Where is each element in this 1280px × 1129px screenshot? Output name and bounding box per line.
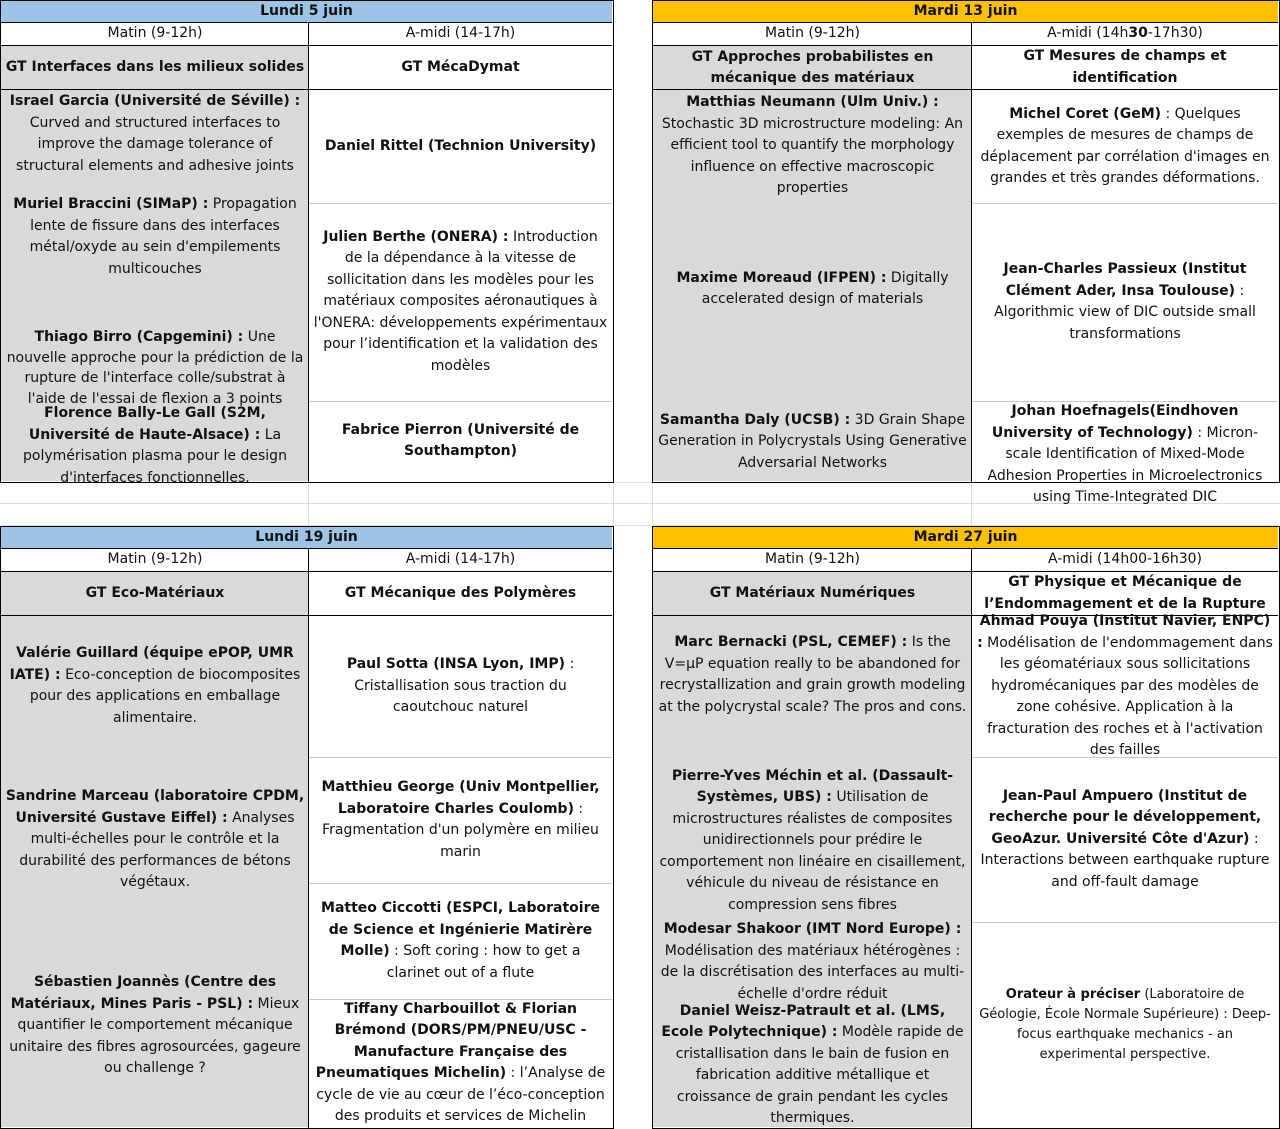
talk-item xyxy=(972,90,1278,203)
talk-item xyxy=(309,203,612,401)
gt-morning xyxy=(653,572,972,616)
day-header xyxy=(1,1,612,23)
column-divider xyxy=(971,549,972,1128)
gt-afternoon-text: GT Physique et Mécanique de l’Endommagement et de la Rupture xyxy=(984,574,1266,612)
talk-item xyxy=(653,267,972,311)
talk-item xyxy=(653,631,972,719)
day-title: Lundi 5 juin xyxy=(260,2,353,19)
talk-title: : Micron-scale Identification of Mixed-Mode Adhesion Properties in Microelectronics using Time-Integrated DIC xyxy=(987,424,1263,505)
talk-title: Modélisation des matériaux hétérogènes : de la discrétisation des interfaces au multi-échelle d'ordre réduit xyxy=(660,942,965,1002)
talk-title: Curved and structured interfaces to improve the damage tolerance of structural elements and adhesive joints xyxy=(16,114,294,174)
talk-item xyxy=(1,645,309,726)
schedule-block-lundi-19-juin xyxy=(0,526,614,1129)
morning-label xyxy=(653,23,972,46)
talk-item xyxy=(309,757,612,883)
gt-afternoon-text: GT Mécanique des Polymères xyxy=(344,584,577,601)
talk-title: Modélisation de l'endommagement dans les géomatériaux sous sollicitations hydromécaniques par des modèles de zone cohésive. Application à la fracturation des roches et à l'activation des failles xyxy=(982,634,1273,759)
talk-speaker: Michel Coret (GeM) xyxy=(1009,105,1162,122)
morning-label-text: Matin (9-12h) xyxy=(765,25,860,42)
talk-item xyxy=(972,922,1278,1127)
gt-morning xyxy=(653,46,972,90)
talk-title: Propagation lente de fissure dans des interfaces métal/oxyde au sein d'empilements multicouches xyxy=(29,196,297,277)
talk-item xyxy=(972,203,1278,401)
talk-speaker: Israel Garcia (Université de Séville) : xyxy=(9,93,301,109)
gt-morning xyxy=(1,46,309,90)
talk-speaker: Sandrine Marceau (laboratoire CPDM, Université Gustave Eiffel) : xyxy=(5,788,305,826)
talk-speaker: Marc Bernacki (PSL, CEMEF) : xyxy=(674,634,908,650)
talk-speaker: Maxime Moreaud (IFPEN) : xyxy=(676,269,887,286)
talk-title: 3D Grain Shape Generation in Polycrystals Using Generative Adversarial Networks xyxy=(658,411,967,471)
talk-title: Une nouvelle approche pour la prédiction de la rupture de l'interface colle/substrat à l'aide de l'essai de flexion a 3 points xyxy=(6,329,304,407)
talk-speaker: Pierre-Yves Méchin et al. (Dassault-Systèmes, UBS) : xyxy=(671,767,954,806)
talk-title: Introduction de la dépendance à la vitesse de sollicitation dans les modèles pour les matériaux composites aéronautiques à l'ONERA: développements expérimentaux pour l’identification et la validation des modèles xyxy=(313,228,608,374)
talk-item xyxy=(309,401,612,481)
talk-speaker: Thiago Birro (Capgemini) : xyxy=(34,329,244,345)
afternoon-label xyxy=(309,23,612,46)
schedule-block-mardi-27-juin xyxy=(652,526,1280,1129)
day-header xyxy=(1,527,612,549)
afternoon-label-text: A-midi (14-17h) xyxy=(405,25,516,42)
afternoon-label-text: A-midi (14h00-16h30) xyxy=(1047,551,1203,568)
talk-item xyxy=(972,613,1278,759)
talk-item xyxy=(653,918,972,1006)
afternoon-label xyxy=(972,549,1278,572)
talk-speaker: Ahmad Pouya (Institut Navier, ENPC) : xyxy=(977,613,1271,651)
talk-item xyxy=(972,757,1278,922)
talk-item xyxy=(309,999,612,1127)
morning-label xyxy=(1,549,309,572)
talk-speaker: Modesar Shakoor (IMT Nord Europe) : xyxy=(663,921,962,937)
day-title: Mardi 27 juin xyxy=(913,528,1018,545)
talk-speaker: Orateur à préciser xyxy=(1005,986,1141,1002)
talk-title: (Laboratoire de Géologie, École Normale Supérieure) : Deep-focus earthquake mechanics - an experimental perspective. xyxy=(979,986,1271,1062)
talk-speaker: Jean-Paul Ampuero (Institut de recherche pour le développement, GeoAzur. Université Côte d'Azur) xyxy=(988,787,1262,847)
talk-title: : Algorithmic view of DIC outside small transformations xyxy=(994,282,1256,342)
talk-item xyxy=(1,974,309,1077)
talk-item xyxy=(1,196,309,277)
morning-label xyxy=(1,23,309,46)
talk-speaker: Florence Bally-Le Gall (S2M, Université de Haute-Alsace) : xyxy=(28,405,266,443)
column-divider xyxy=(971,23,972,482)
talk-speaker: Matteo Ciccotti (ESPCI, Laboratoire de Science et Ingénierie Matirère Molle) xyxy=(321,900,600,959)
gt-afternoon-text: GT Mesures de champs et identification xyxy=(1023,48,1227,86)
talk-item xyxy=(1,788,309,891)
talk-title: Stochastic 3D microstructure modeling: An efficient tool to quantify the morphology influence on effective macroscopic properties xyxy=(661,115,964,197)
talk-title: : l’Analyse de cycle de vie au cœur de l’éco-conception des produits et services de Michelin xyxy=(316,1065,606,1124)
afternoon-label xyxy=(309,549,612,572)
gt-morning-text: GT Interfaces dans les milieux solides xyxy=(5,58,305,75)
talk-item xyxy=(309,883,612,999)
afternoon-label-text xyxy=(1047,23,1203,45)
talk-title: Utilisation de microstructures réalistes de composites unidirectionnels pour prédire le comportement non linéaire en cisaillement, véhicule du niveau de résistance en compression sens fibres xyxy=(659,789,966,913)
talk-speaker: Daniel Weisz-Patrault et al. (LMS, Ecole Polytechnique) : xyxy=(661,1002,946,1040)
talk-speaker: Muriel Braccini (SIMaP) : xyxy=(13,196,209,212)
talk-title: Mieux quantifier le comportement mécanique unitaire des fibres agrosourcées, gageure ou challenge ? xyxy=(9,995,301,1077)
talk-speaker: Jean-Charles Passieux (Institut Clément Ader, Insa Toulouse) xyxy=(1003,261,1247,299)
gt-afternoon xyxy=(309,46,612,90)
talk-title: : Interactions between earthquake rupture and off-fault damage xyxy=(980,830,1270,890)
talk-title: : Quelques exemples de mesures de champs de déplacement par corrélation d'images en grandes et très grandes déformations. xyxy=(980,105,1270,186)
talk-item xyxy=(972,401,1278,505)
gt-afternoon xyxy=(972,572,1278,616)
talk-title: : Cristallisation sous traction du caoutchouc naturel xyxy=(354,656,575,716)
afternoon-label-bold: 30 xyxy=(1128,25,1148,42)
talk-title: Digitally accelerated design of materials xyxy=(701,269,949,307)
talk-title: Is the V=µP equation really to be abandoned for recrystallization and grain growth modeling at the polycrystal scale? The pros and cons. xyxy=(658,634,967,715)
afternoon-label-text: A-midi (14-17h) xyxy=(405,551,516,568)
talk-title: Eco-conception de biocomposites pour des applications en emballage alimentaire. xyxy=(29,666,301,726)
afternoon-label-post: -17h30) xyxy=(1147,25,1203,42)
talk-speaker: Daniel Rittel (Technion University) xyxy=(324,137,597,154)
talk-title: Modèle rapide de cristallisation dans le bain de fusion en fabrication additive métallique et croissance de grain pendant les cycles thermiques. xyxy=(675,1024,964,1126)
morning-label-text: Matin (9-12h) xyxy=(765,551,860,568)
gt-morning-text: GT Matériaux Numériques xyxy=(709,584,916,601)
talk-speaker: Samantha Daly (UCSB) : xyxy=(659,411,851,428)
talk-item xyxy=(309,90,612,203)
day-header xyxy=(653,527,1278,549)
gt-afternoon-text: GT MécaDymat xyxy=(401,58,520,75)
talk-item xyxy=(1,90,309,178)
talk-item xyxy=(653,1002,972,1126)
afternoon-label-pre: A-midi (14h xyxy=(1047,25,1129,42)
talk-title: : Soft coring : how to get a clarinet out of a flute xyxy=(386,943,581,981)
talk-speaker: Valérie Guillard (équipe ePOP, UMR IATE) : xyxy=(9,645,294,683)
afternoon-label xyxy=(972,23,1278,46)
talk-item xyxy=(1,405,309,486)
day-header xyxy=(653,1,1278,23)
column-divider xyxy=(308,23,309,482)
talk-speaker: Fabrice Pierron (Université de Southampton) xyxy=(341,421,580,459)
talk-item xyxy=(653,94,972,197)
day-title: Lundi 19 juin xyxy=(255,528,358,545)
talk-item xyxy=(653,767,972,913)
talk-speaker: Paul Sotta (INSA Lyon, IMP) xyxy=(346,656,565,673)
gt-afternoon xyxy=(972,46,1278,90)
talk-speaker: Julien Berthe (ONERA) : xyxy=(323,228,509,245)
schedule-block-mardi-13-juin xyxy=(652,0,1280,505)
talk-item xyxy=(653,409,972,475)
talk-speaker: Tiffany Charbouillot & Florian Brémond (DORS/PM/PNEU/USC - Manufacture Française des Pneumatiques Michelin) xyxy=(315,1000,587,1081)
talk-speaker: Johan Hoefnagels(Eindhoven University of Technology) xyxy=(991,403,1239,441)
talk-title: Analyses multi-échelles pour le contrôle et la durabilité des performances de bétons végétaux. xyxy=(19,809,295,891)
gt-morning xyxy=(1,572,309,616)
gt-morning-text: GT Approches probabilistes en mécanique des matériaux xyxy=(691,48,934,86)
talk-item xyxy=(1,326,309,410)
day-title: Mardi 13 juin xyxy=(913,2,1018,19)
talk-item xyxy=(309,616,612,757)
morning-label xyxy=(653,549,972,572)
morning-label-text: Matin (9-12h) xyxy=(107,25,203,42)
column-divider xyxy=(308,549,309,1128)
talk-speaker: Matthieu George (Univ Montpellier, Laboratoire Charles Coulomb) xyxy=(321,779,600,817)
schedule-block-lundi-5-juin xyxy=(0,0,614,486)
talk-title: : Fragmentation d'un polymère en milieu marin xyxy=(322,800,599,860)
talk-speaker: Sébastien Joannès (Centre des Matériaux, Mines Paris - PSL) : xyxy=(10,974,277,1012)
talk-title: La polymérisation plasma pour le design d'interfaces fonctionnelles. xyxy=(23,426,287,486)
talk-speaker: Matthias Neumann (Ulm Univ.) : xyxy=(686,94,939,111)
morning-label-text: Matin (9-12h) xyxy=(107,551,203,568)
gt-afternoon xyxy=(309,572,612,616)
gt-morning-text: GT Eco-Matériaux xyxy=(85,584,225,601)
